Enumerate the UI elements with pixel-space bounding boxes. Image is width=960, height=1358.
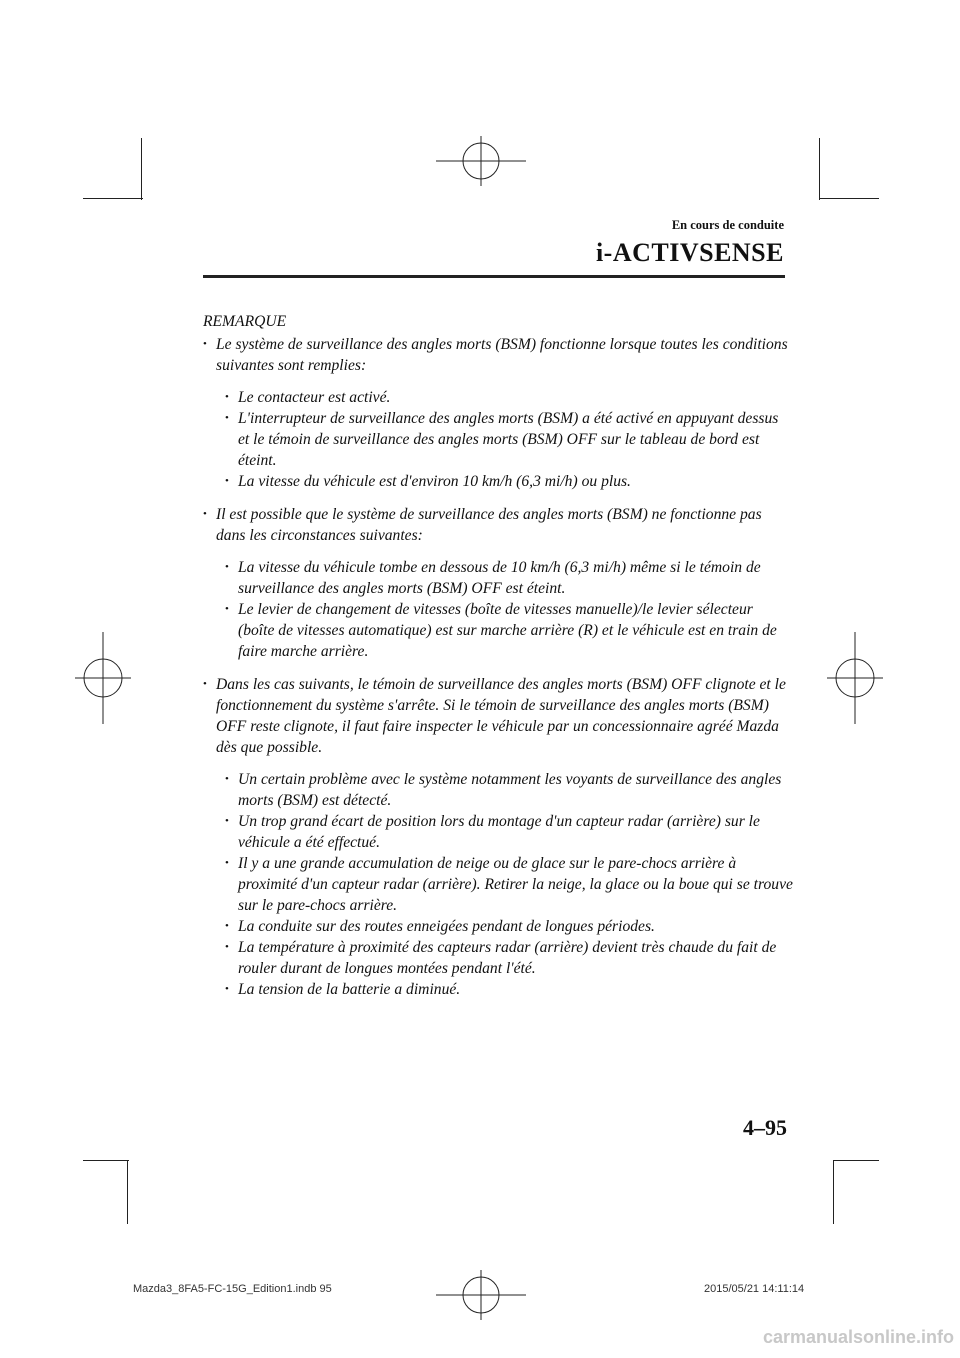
remark-item-text: • Dans les cas suivants, le témoin de surveillance des angles morts (BSM) OFF clignote et le fonctionnement du système s'arrête. Si le témoin de surveillance des angles morts (BSM) OFF reste clignote, il faut faire inspecter le véhicule par un concessionnaire agréé Mazda dès que possible. <box>203 674 793 758</box>
section-title: En cours de conduite <box>671 218 784 232</box>
sub-item: • La tension de la batterie a diminué. <box>225 979 793 1000</box>
crop-mark <box>83 198 143 199</box>
registration-mark-right <box>827 632 883 724</box>
sub-item: • Le levier de changement de vitesses (boîte de vitesses manuelle)/le levier sélecteur (boîte de vitesses automatique) est sur marche arrière (R) et le véhicule est en train de faire marche arrière. <box>225 599 793 662</box>
remark-item <box>203 334 793 492</box>
sub-list <box>203 557 793 662</box>
sub-item: • La vitesse du véhicule tombe en dessous de 10 km/h (6,3 mi/h) même si le témoin de surveillance des angles morts (BSM) OFF est éteint. <box>225 557 793 599</box>
header-rule <box>203 275 785 278</box>
crop-mark <box>833 1160 834 1224</box>
remark-item-text: • Le système de surveillance des angles morts (BSM) fonctionne lorsque toutes les conditions suivantes sont remplies: <box>203 334 793 376</box>
sub-list <box>203 387 793 492</box>
sub-item: • L'interrupteur de surveillance des angles morts (BSM) a été activé en appuyant dessus et le témoin de surveillance des angles morts (BSM) OFF sur le tableau de bord est éteint. <box>225 408 793 471</box>
sub-item: • La vitesse du véhicule est d'environ 10 km/h (6,3 mi/h) ou plus. <box>225 471 793 492</box>
crop-mark <box>83 1160 129 1161</box>
watermark: carmanualsonline.info <box>762 1327 954 1347</box>
sub-item: • La conduite sur des routes enneigées pendant de longues périodes. <box>225 916 793 937</box>
page-number: 4–95 <box>743 1115 787 1140</box>
remark-heading: REMARQUE <box>203 313 287 330</box>
crop-mark <box>833 1160 879 1161</box>
crop-mark <box>127 1160 128 1224</box>
sub-item: • La température à proximité des capteurs radar (arrière) devient très chaude du fait de rouler durant de longues montées pendant l'été. <box>225 937 793 979</box>
crop-mark <box>819 198 879 199</box>
sub-item: • Il y a une grande accumulation de neige ou de glace sur le pare-chocs arrière à proximité d'un capteur radar (arrière). Retirer la neige, la glace ou la boue qui se trouve sur le pare-chocs arrière. <box>225 853 793 916</box>
remark-item <box>203 504 793 662</box>
sub-item: • Le contacteur est activé. <box>225 387 793 408</box>
print-timestamp: 2015/05/21 14:11:14 <box>704 1283 805 1295</box>
chapter-title: i-ACTIVSENSE <box>595 238 784 267</box>
remark-item-text: • Il est possible que le système de surveillance des angles morts (BSM) ne fonctionne pas dans les circonstances suivantes: <box>203 504 793 546</box>
crop-mark <box>819 138 820 200</box>
sub-item: • Un certain problème avec le système notamment les voyants de surveillance des angles morts (BSM) est détecté. <box>225 769 793 811</box>
remark-item <box>203 674 793 1000</box>
registration-mark-bottom <box>436 1270 526 1320</box>
remark-block <box>203 311 793 1000</box>
crop-mark <box>141 138 142 200</box>
registration-mark-top <box>436 136 526 186</box>
registration-mark-left <box>75 632 131 724</box>
sub-list <box>203 769 793 1000</box>
print-file-info: Mazda3_8FA5-FC-15G_Edition1.indb 95 <box>133 1283 332 1295</box>
sub-item: • Un trop grand écart de position lors du montage d'un capteur radar (arrière) sur le véhicule a été effectué. <box>225 811 793 853</box>
